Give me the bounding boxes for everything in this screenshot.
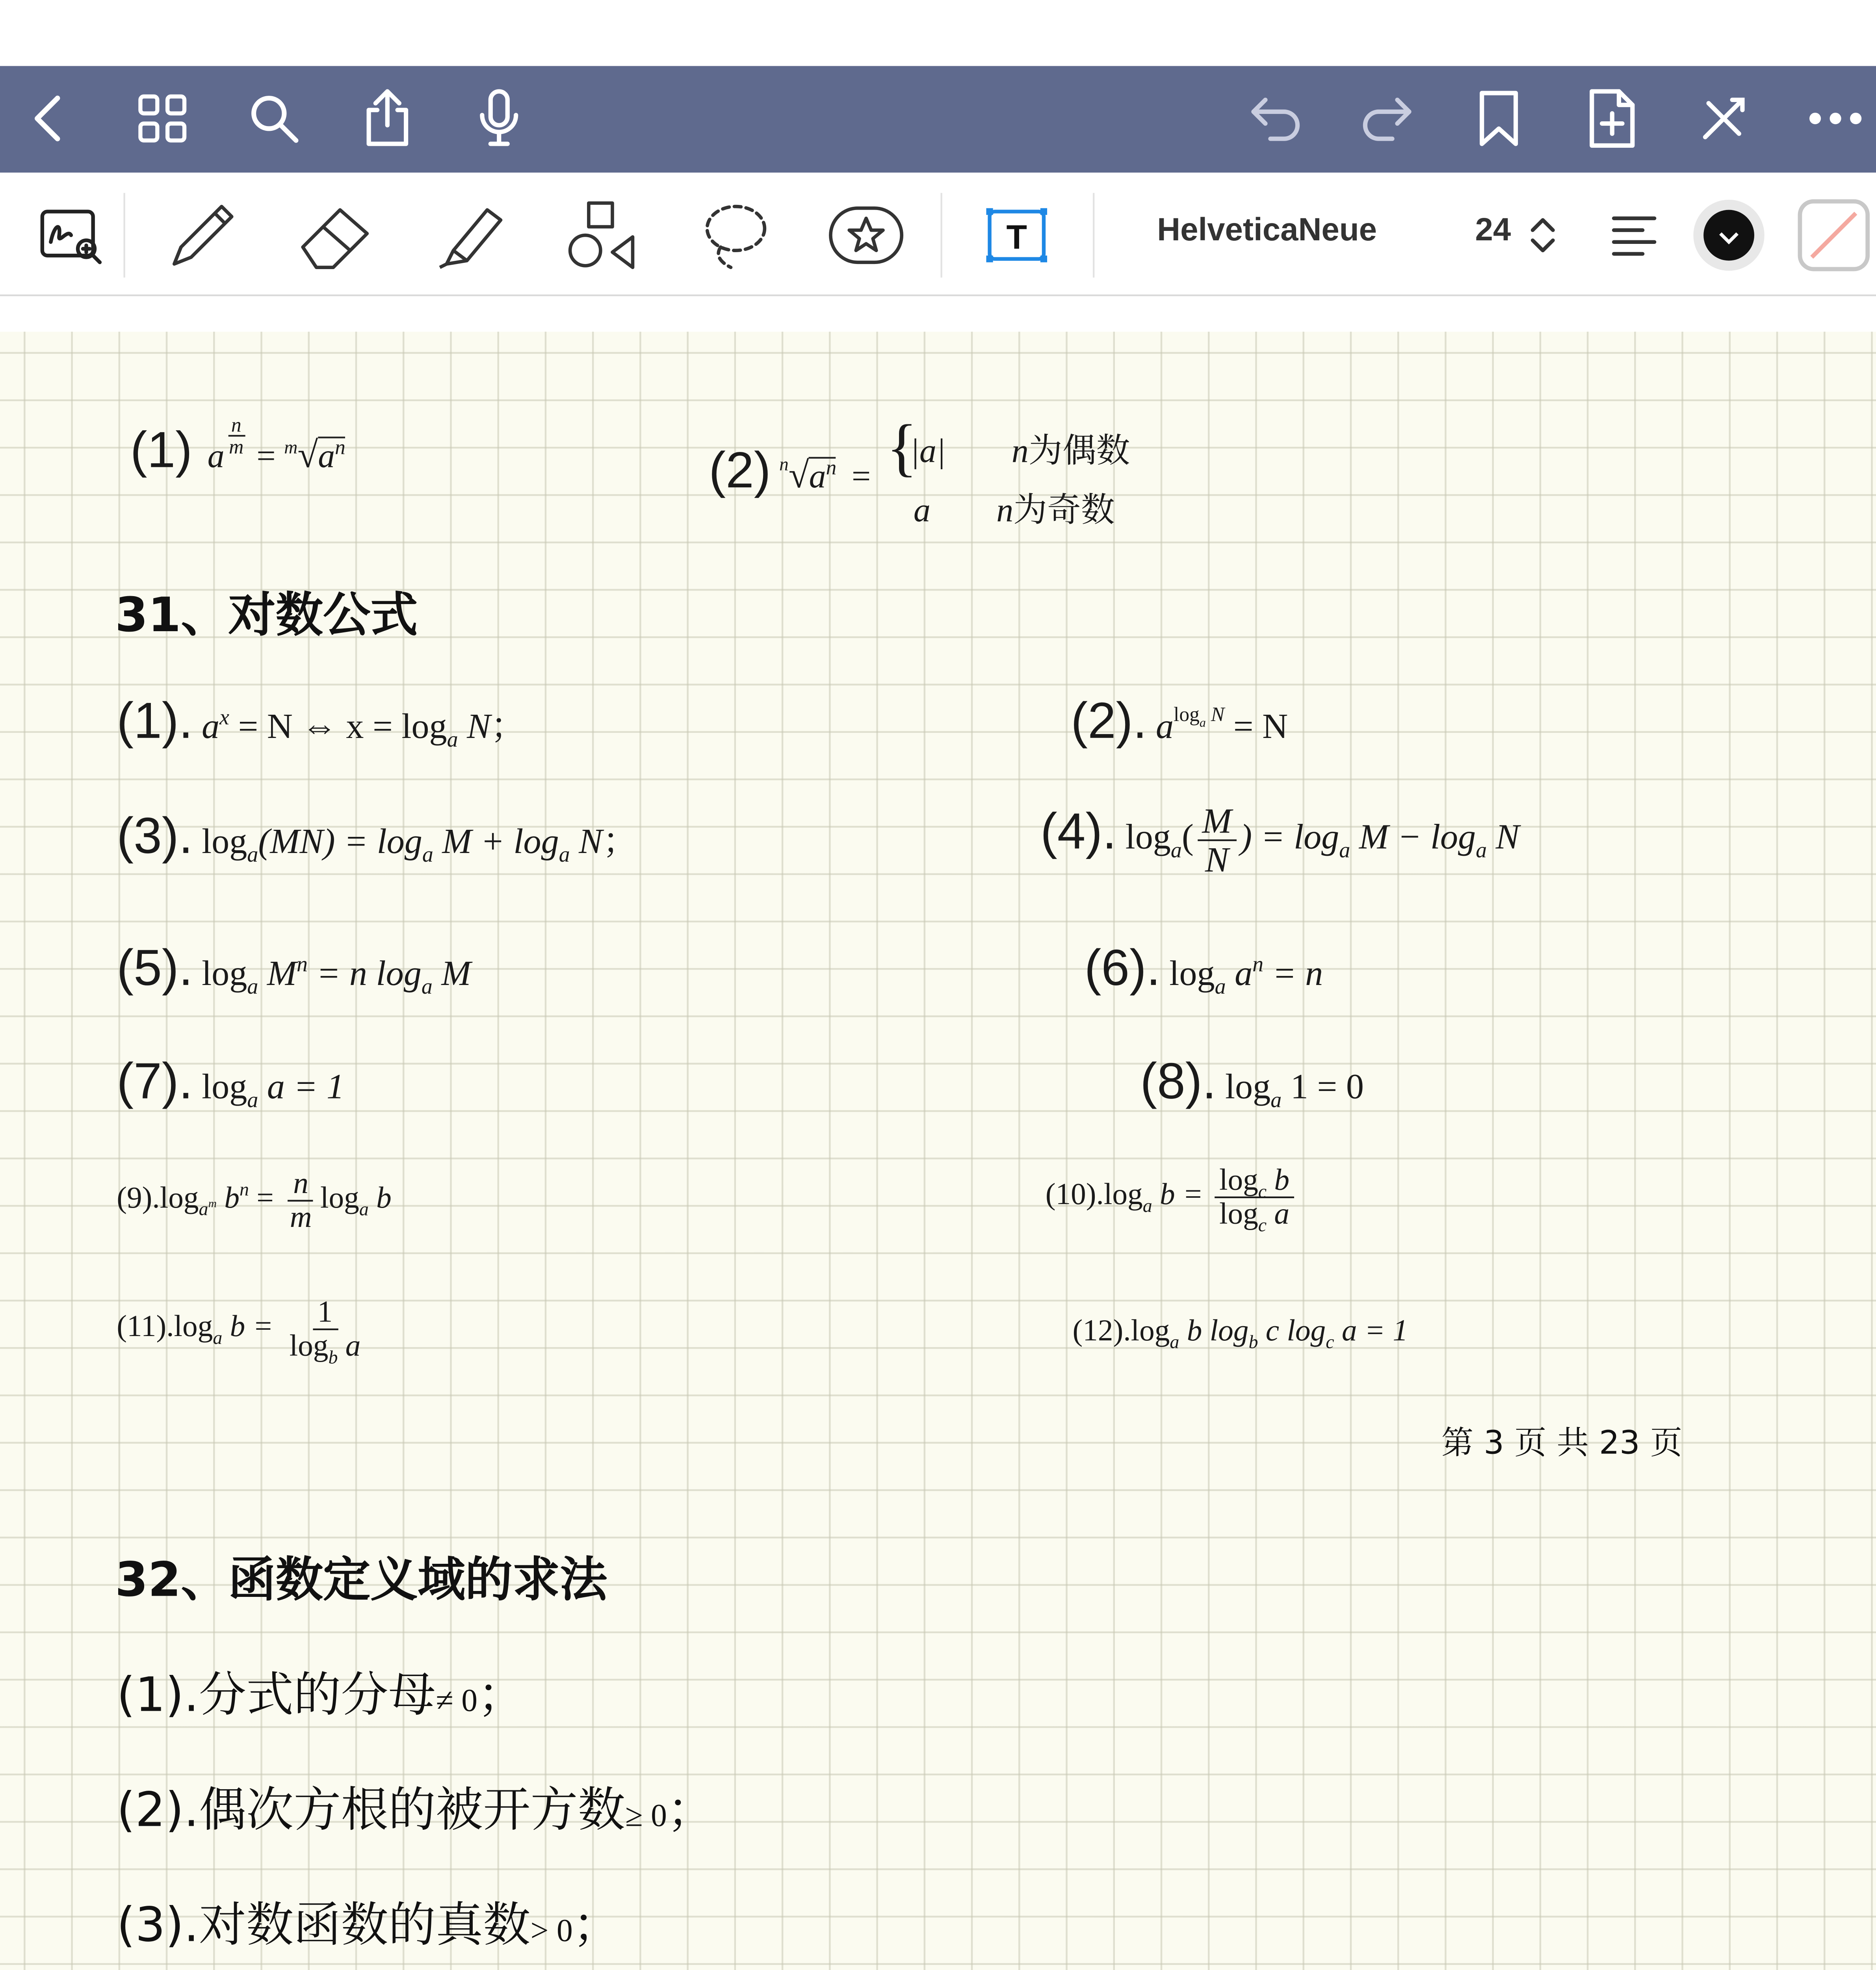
tool-separator bbox=[941, 193, 942, 278]
log-formula-10: $(10).\log_a$ b = $\frac{\log_c b}{\log_c a}$ bbox=[1046, 1164, 1298, 1230]
root-formula-2: (2) $^n√a^n$ = bbox=[709, 443, 871, 500]
root-formula-1: (1) a n m = $^m√a^n$ bbox=[130, 413, 345, 479]
pen-icon[interactable] bbox=[162, 196, 243, 274]
tools-row bbox=[0, 173, 1876, 296]
case-row-2: a n为奇数 bbox=[913, 489, 1115, 530]
log-formula-1: (1). $a^x = N$ ⇔ $x = \log_a N$； bbox=[117, 694, 526, 752]
log-formula-6: (6). $\log_a a^n = n$ bbox=[1084, 941, 1323, 999]
transparent-color-icon[interactable] bbox=[1793, 196, 1874, 274]
page-number-3: 第 3 页 共 23 页 bbox=[1441, 1425, 1683, 1463]
font-name-selector[interactable]: HelveticaNeue bbox=[1157, 213, 1377, 249]
add-page-icon[interactable] bbox=[1577, 83, 1648, 154]
top-toolbar bbox=[0, 66, 1876, 173]
close-tools-icon[interactable] bbox=[1688, 83, 1759, 154]
shapes-icon[interactable] bbox=[563, 196, 645, 274]
log-formula-8: (8). $\log_a 1 = 0$ bbox=[1140, 1054, 1364, 1112]
back-icon[interactable] bbox=[13, 83, 84, 154]
bookmark-icon[interactable] bbox=[1463, 83, 1534, 154]
log-formula-4: (4). $\log_a$( $\frac{M}{N}$ ) = $\log_a M - \log_a N$ bbox=[1040, 800, 1519, 880]
color-picker-icon[interactable] bbox=[1688, 196, 1770, 274]
undo-icon[interactable] bbox=[1240, 83, 1311, 154]
microphone-icon[interactable] bbox=[464, 83, 535, 154]
log-formula-5: (5). $\log_a M^n = n$ $\log_a M$ bbox=[117, 941, 471, 999]
log-formula-2: (2). $a^{log_a N} = N$ bbox=[1071, 694, 1288, 750]
domain-rule-1: (1).分式的分母≠ 0； bbox=[117, 1667, 525, 1723]
tool-separator bbox=[123, 193, 125, 278]
tool-separator bbox=[1093, 193, 1094, 278]
search-icon[interactable] bbox=[238, 83, 309, 154]
eraser-icon[interactable] bbox=[296, 196, 377, 274]
lasso-icon[interactable] bbox=[695, 196, 776, 274]
sticker-icon[interactable] bbox=[826, 196, 907, 274]
section-31-title: 31、对数公式 bbox=[115, 587, 418, 643]
font-size-selector[interactable]: 24 bbox=[1475, 213, 1511, 249]
section-32-title: 32、函数定义域的求法 bbox=[115, 1552, 607, 1608]
domain-rule-3: (3).对数函数的真数> 0； bbox=[117, 1897, 620, 1953]
log-formula-7: (7). $\log_a a = 1$ bbox=[117, 1054, 344, 1112]
more-icon[interactable] bbox=[1800, 83, 1871, 154]
log-formula-12: $(12).\log_a$ b $\log_b c$ $\log_c a = 1$ bbox=[1072, 1313, 1408, 1353]
log-formula-3: (3). $\log_a(MN) = \log_a M + \log_a N$； bbox=[117, 809, 638, 867]
align-icon[interactable] bbox=[1594, 196, 1675, 274]
log-formula-11: $(11).\log_a$ b = $\frac{1}{\log_b a}$ bbox=[117, 1294, 361, 1368]
text-tool-letter: T bbox=[1006, 218, 1027, 256]
redo-icon[interactable] bbox=[1352, 83, 1423, 154]
text-tool-icon[interactable] bbox=[976, 196, 1057, 274]
chevron-up-down-icon[interactable] bbox=[1528, 217, 1558, 254]
highlighter-icon[interactable] bbox=[431, 196, 513, 274]
case-row-1: |a| n为偶数 bbox=[910, 430, 1130, 471]
log-formula-9: $(9).\log_{a^m}$ $b^n$ = $\frac{n}{m}$ $\log_a b$ bbox=[117, 1166, 392, 1234]
grid-icon[interactable] bbox=[127, 83, 198, 154]
domain-rule-2: (2).偶次方根的被开方数≥ 0； bbox=[117, 1782, 715, 1838]
handwriting-search-icon[interactable] bbox=[30, 196, 111, 274]
case-brace: { bbox=[886, 413, 918, 484]
share-icon[interactable] bbox=[352, 83, 423, 154]
